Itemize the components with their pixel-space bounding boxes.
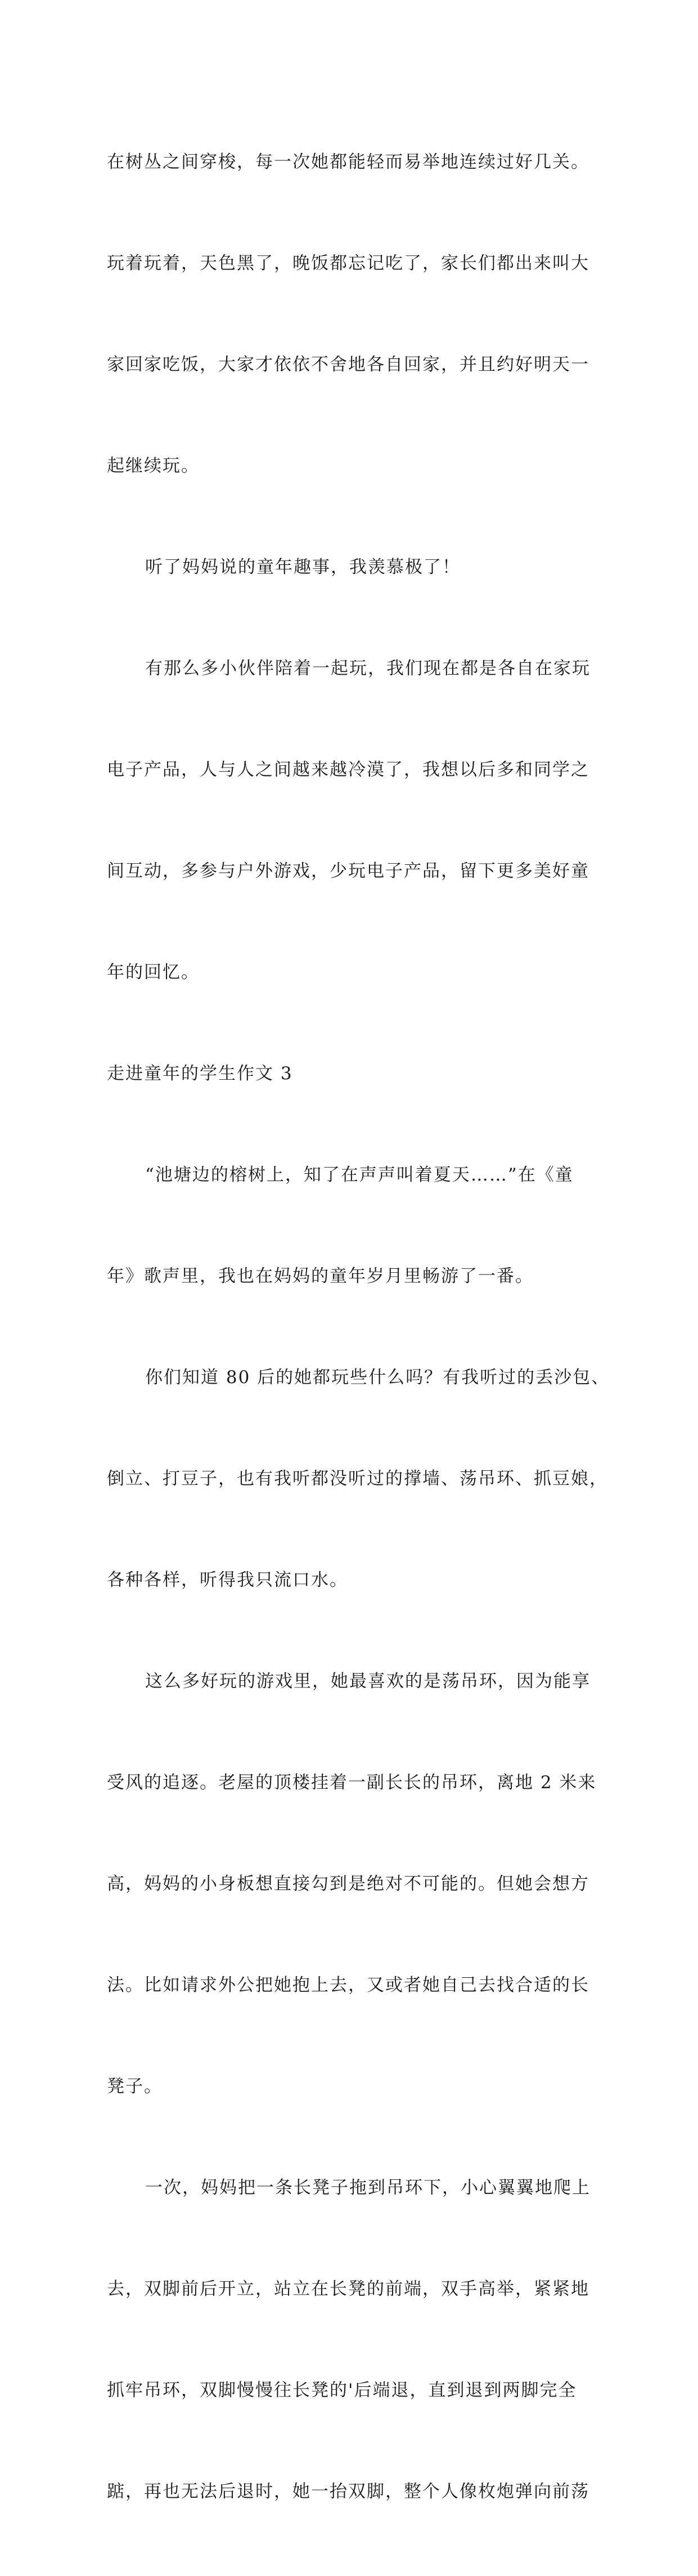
text-line: 年》歌声里，我也在妈妈的童年岁月里畅游了一番。 [107,1266,534,1286]
paragraph-line: 你们知道 80 后的她都玩些什么吗？有我听过的丢沙包、 [145,1367,610,1388]
section-heading: 走进童年的学生作文 3 [107,1063,293,1084]
text-line: 法。比如请求外公把她抱上去，又或者她自己去找合适的长 [107,1975,589,1995]
paragraph-line: 一次，妈妈把一条长凳子拖到吊环下，小心翼翼地爬上 [145,2178,591,2198]
text-line: 去，双脚前后开立，站立在长凳的前端，双手高举，紧紧地 [107,2279,589,2299]
text-line: 各种各样，听得我只流口水。 [107,1570,348,1590]
text-line: 凳子。 [107,2076,163,2097]
text-line: 起继续玩。 [107,456,200,476]
text-line: 高，妈妈的小身板想直接勾到是绝对不可能的。但她会想方 [107,1874,589,1894]
text-line: 家回家吃饭，大家才依依不舍地各自回家，并且约好明天一 [107,354,589,375]
text-line: 抓牢吊环，双脚慢慢往长凳的'后端退，直到退到两脚完全 [107,2380,577,2400]
text-line: 倒立、打豆子，也有我听都没听过的撑墙、荡吊环、抓豆娘， [107,1469,608,1489]
essay-body [107,78,610,2576]
text-line: 玩着玩着，天色黑了，晚饭都忘记吃了，家长们都出来叫大 [107,253,589,273]
paragraph-line: 这么多好玩的游戏里，她最喜欢的是荡吊环，因为能享 [145,1671,591,1691]
text-line: 年的回忆。 [107,962,200,982]
text-line: 受风的追逐。老屋的顶楼挂着一副长长的吊环，离地 2 米来 [107,1772,597,1793]
text-line: 间互动，多参与户外游戏，少玩电子产品，留下更多美好童 [107,861,589,881]
text-line: 踮，再也无法后退时，她一抬双脚，整个人像枚炮弹向前荡 [107,2481,589,2502]
text-line: 在树丛之间穿梭，每一次她都能轻而易举地连续过好几关。 [107,152,589,172]
paragraph-line: 听了妈妈说的童年趣事，我羡慕极了！ [145,557,461,577]
paragraph-line: 有那么多小伙伴陪着一起玩，我们现在都是各自在家玩 [145,658,591,679]
paragraph-line: “池塘边的榕树上，知了在声声叫着夏天……”在《童 [145,1165,574,1185]
text-line: 电子产品，人与人之间越来越冷漠了，我想以后多和同学之 [107,760,589,780]
